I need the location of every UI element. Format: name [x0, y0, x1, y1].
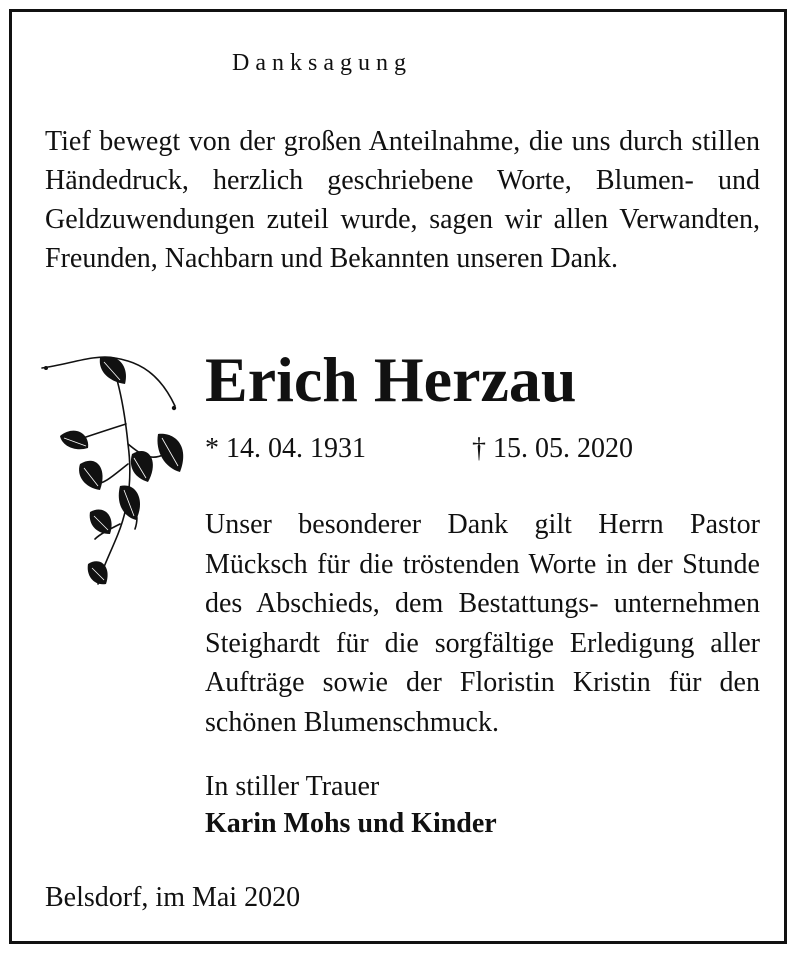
intro-text: Tief bewegt von der großen Anteilnahme, die uns durch stillen Händedruck, herzlich geschriebene Worte, Blumen- und Geldzuwendungen zuteil wurde, sagen wir allen Verwandten, Freunden, Nachbarn und Bekannten unseren Dank.	[45, 126, 760, 274]
birth-date: * 14. 04. 1931	[205, 433, 366, 464]
place-date: Belsdorf, im Mai 2020	[45, 882, 301, 913]
death-date: † 15. 05. 2020	[472, 433, 633, 464]
birch-branch-icon	[40, 344, 210, 604]
deceased-name: Erich Herzau	[205, 344, 577, 415]
thanks-text: Unser besonderer Dank gilt Herrn Pastor Mücksch für die tröstenden Worte in der Stunde des Abschieds, dem Bestattungs- unternehmen Steighardt für die sorgfältige Erledigung aller Aufträge sowie der Floristin Kristin für den schönen Blumenschmuck.	[205, 509, 760, 738]
life-dates	[205, 432, 675, 466]
heading: Danksagung	[232, 50, 412, 76]
obituary-frame	[9, 9, 787, 944]
signers: Karin Mohs und Kinder	[205, 808, 497, 839]
mourning-line: In stiller Trauer	[205, 771, 380, 802]
